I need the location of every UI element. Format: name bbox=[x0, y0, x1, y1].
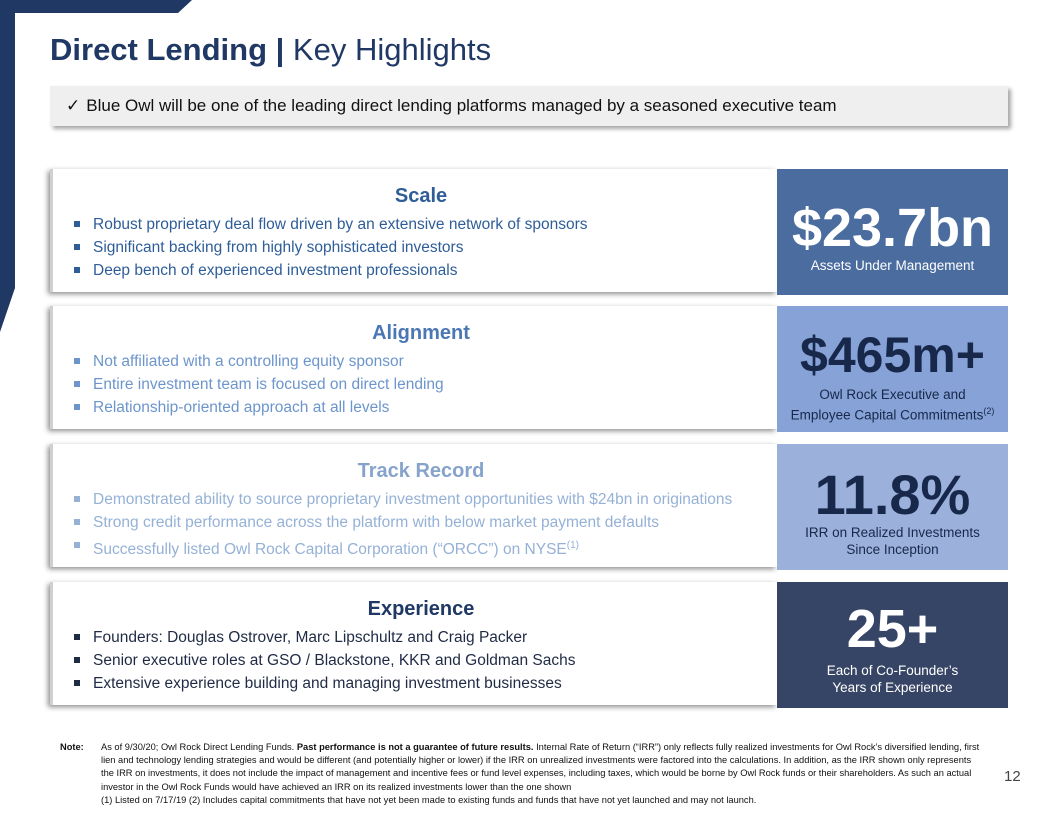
section-track-record bbox=[50, 444, 1008, 570]
footnote-references: (1) Listed on 7/17/19 (2) Includes capital commitments that have not yet been made to existing funds and funds that have not yet launched and may not launch. bbox=[101, 794, 757, 805]
bullet-icon bbox=[74, 267, 80, 273]
banner-text: Blue Owl will be one of the leading direct lending platforms managed by a seasoned executive team bbox=[86, 96, 837, 115]
page-number: 12 bbox=[1004, 768, 1021, 785]
metric-box bbox=[777, 582, 1008, 708]
metric-value: $465m+ bbox=[800, 327, 985, 383]
bullet-icon bbox=[74, 542, 80, 548]
bullet-icon bbox=[74, 634, 80, 640]
list-item: Strong credit performance across the platform with below market payment defaults bbox=[72, 511, 732, 534]
list-item: Senior executive roles at GSO / Blackstone, KKR and Goldman Sachs bbox=[72, 649, 575, 672]
section-alignment bbox=[50, 306, 1008, 432]
list-item: Founders: Douglas Ostrover, Marc Lipschultz and Craig Packer bbox=[72, 626, 575, 649]
metric-value: 11.8% bbox=[814, 463, 971, 526]
section-heading: Scale bbox=[394, 185, 448, 207]
bullet-icon bbox=[74, 657, 80, 663]
bullet-list bbox=[72, 350, 444, 419]
metric-caption: IRR on Realized Investments Since Inception bbox=[805, 525, 980, 557]
bullet-icon bbox=[74, 244, 80, 250]
bullet-icon bbox=[74, 680, 80, 686]
bullet-icon bbox=[74, 519, 80, 525]
bullet-icon bbox=[74, 404, 80, 410]
bullet-icon bbox=[74, 221, 80, 227]
title-main: Direct Lending | bbox=[50, 32, 285, 67]
bullet-icon bbox=[74, 358, 80, 364]
section-heading: Experience bbox=[367, 598, 475, 620]
section-heading: Alignment bbox=[372, 322, 470, 344]
list-item: Significant backing from highly sophisticated investors bbox=[72, 236, 588, 259]
list-item: Deep bench of experienced investment professionals bbox=[72, 259, 588, 282]
section-heading: Track Record bbox=[357, 460, 485, 482]
section-scale bbox=[50, 169, 1008, 295]
bullet-icon bbox=[74, 496, 80, 502]
page-title bbox=[50, 32, 491, 68]
list-item: Robust proprietary deal flow driven by an extensive network of sponsors bbox=[72, 213, 588, 236]
note-label: Note: bbox=[60, 742, 84, 752]
metric-caption: Each of Co-Founder’s Years of Experience bbox=[826, 663, 959, 695]
check-icon: ✓ bbox=[66, 96, 81, 115]
bullet-list bbox=[72, 213, 588, 282]
list-item: Successfully listed Owl Rock Capital Corporation (“ORCC”) on NYSE$^{(1)}$ bbox=[72, 534, 732, 561]
bullet-list bbox=[72, 626, 575, 695]
section-experience bbox=[50, 582, 1008, 708]
metric-box bbox=[777, 306, 1008, 432]
metric-value: $23.7bn bbox=[791, 198, 994, 258]
bullet-list bbox=[72, 488, 732, 561]
metric-value: 25+ bbox=[846, 599, 939, 659]
note-text: As of 9/30/20; Owl Rock Direct Lending Funds. Past performance is not a guarantee of future results. Internal Rate of Return (“IRR”) only reflects fully realized investments for Owl Rock’s diversified lending, first lien and technology lending strategies and would be different (and potentially higher or lower) if the IRR on unrealized investments were factored into the calculations. In addition, as the IRR shown only represents the IRR on investments, it does not include the impact of management and incentive fees or fund level expenses, including taxes, which would be borne by Owl Rock funds or their shareholders. As such an actual investor in the Owl Rock Funds would have achieved an IRR on its realized investments lower than the one shown (1) Listed on 7/17/19 (2) Includes capital commitments that have not yet been made to existing funds and funds that have not yet launched and may not launch. bbox=[101, 742, 980, 805]
bullet-icon bbox=[74, 381, 80, 387]
list-item: Relationship-oriented approach at all levels bbox=[72, 396, 444, 419]
list-item: Not affiliated with a controlling equity sponsor bbox=[72, 350, 444, 373]
metric-box bbox=[777, 169, 1008, 295]
headline-banner bbox=[50, 86, 1008, 126]
title-sub: Key Highlights bbox=[284, 32, 492, 67]
list-item: Extensive experience building and managing investment businesses bbox=[72, 672, 575, 695]
metric-caption: Owl Rock Executive and Employee Capital Commitments$^{(2)}$ bbox=[790, 387, 995, 423]
list-item: Entire investment team is focused on direct lending bbox=[72, 373, 444, 396]
metric-caption: Assets Under Management bbox=[810, 258, 975, 273]
metric-box bbox=[777, 444, 1008, 570]
list-item: Demonstrated ability to source proprietary investment opportunities with $24bn in originations bbox=[72, 488, 732, 511]
